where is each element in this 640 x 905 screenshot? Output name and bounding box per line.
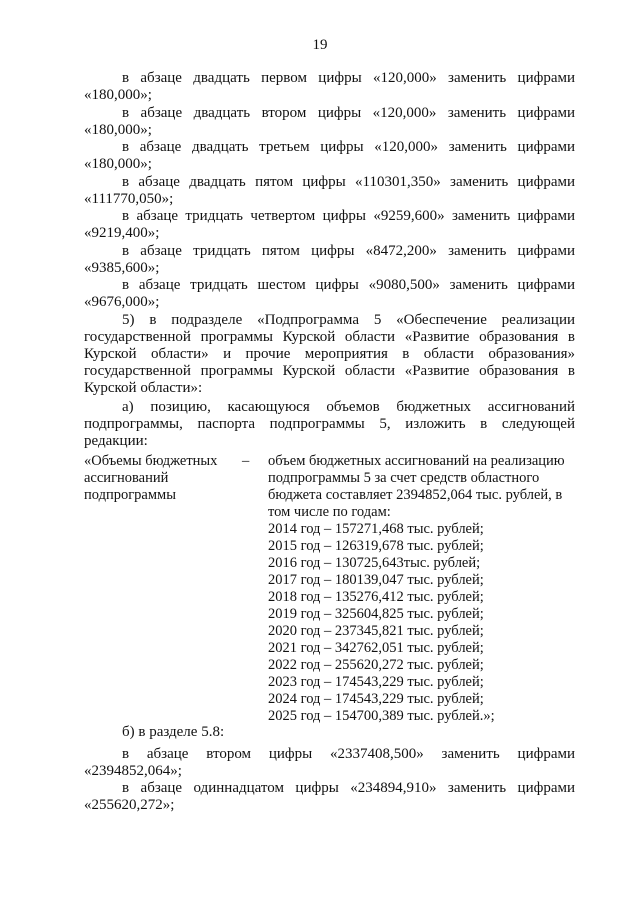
year-list	[268, 521, 579, 725]
budget-table-content	[268, 453, 579, 725]
year-row: 2014 год – 157271,468 тыс. рублей;	[268, 521, 484, 537]
budget-table-label: «Объемы бюджетных ассигнований подпрограммы	[84, 453, 218, 503]
paragraph-b-2: в абзаце одиннадцатом цифры «234894,910» заменить цифрами «255620,272»;	[84, 780, 575, 813]
year-row: 2021 год – 342762,051 тыс. рублей;	[268, 640, 484, 656]
paragraph-subsection-5: 5) в подразделе «Подпрограмма 5 «Обеспечение реализации государственной программы Курской области «Развитие образования в Курской области» и прочие мероприятия в области образования» государственной программы Курской области «Развитие образования в Курской области»:	[84, 312, 575, 396]
year-row: 2017 год – 180139,047 тыс. рублей;	[268, 572, 484, 588]
budget-table-dash: –	[242, 453, 250, 469]
year-row: 2015 год – 126319,678 тыс. рублей;	[268, 538, 484, 554]
paragraph-4: в абзаце двадцать пятом цифры «110301,350» заменить цифрами «111770,050»;	[84, 174, 575, 207]
paragraph-b-1: в абзаце втором цифры «2337408,500» заменить цифрами «2394852,064»;	[84, 746, 575, 779]
paragraph-7: в абзаце тридцать шестом цифры «9080,500» заменить цифрами «9676,000»;	[84, 277, 575, 310]
paragraph-item-b: б) в разделе 5.8:	[122, 724, 225, 740]
paragraph-3: в абзаце двадцать третьем цифры «120,000» заменить цифрами «180,000»;	[84, 139, 575, 172]
year-row: 2019 год – 325604,825 тыс. рублей;	[268, 606, 484, 622]
year-row: 2020 год – 237345,821 тыс. рублей;	[268, 623, 484, 639]
budget-intro: объем бюджетных ассигнований на реализацию подпрограммы 5 за счет средств областного бюджета составляет 2394852,064 тыс. рублей, в том числе по годам:	[268, 453, 565, 520]
page-number: 19	[312, 37, 328, 53]
year-row: 2022 год – 255620,272 тыс. рублей;	[268, 657, 484, 673]
year-row: 2025 год – 154700,389 тыс. рублей.»;	[268, 708, 495, 724]
paragraph-2: в абзаце двадцать втором цифры «120,000» заменить цифрами «180,000»;	[84, 105, 575, 138]
year-row: 2018 год – 135276,412 тыс. рублей;	[268, 589, 484, 605]
paragraph-1: в абзаце двадцать первом цифры «120,000» заменить цифрами «180,000»;	[84, 70, 575, 103]
paragraph-5: в абзаце тридцать четвертом цифры «9259,600» заменить цифрами «9219,400»;	[84, 208, 575, 241]
paragraph-item-a: а) позицию, касающуюся объемов бюджетных ассигнований подпрограммы, паспорта подпрограммы 5, изложить в следующей редакции:	[84, 399, 575, 449]
year-row: 2023 год – 174543,229 тыс. рублей;	[268, 674, 484, 690]
year-row: 2024 год – 174543,229 тыс. рублей;	[268, 691, 484, 707]
year-row: 2016 год – 130725,643тыс. рублей;	[268, 555, 481, 571]
paragraph-6: в абзаце тридцать пятом цифры «8472,200» заменить цифрами «9385,600»;	[84, 243, 575, 276]
